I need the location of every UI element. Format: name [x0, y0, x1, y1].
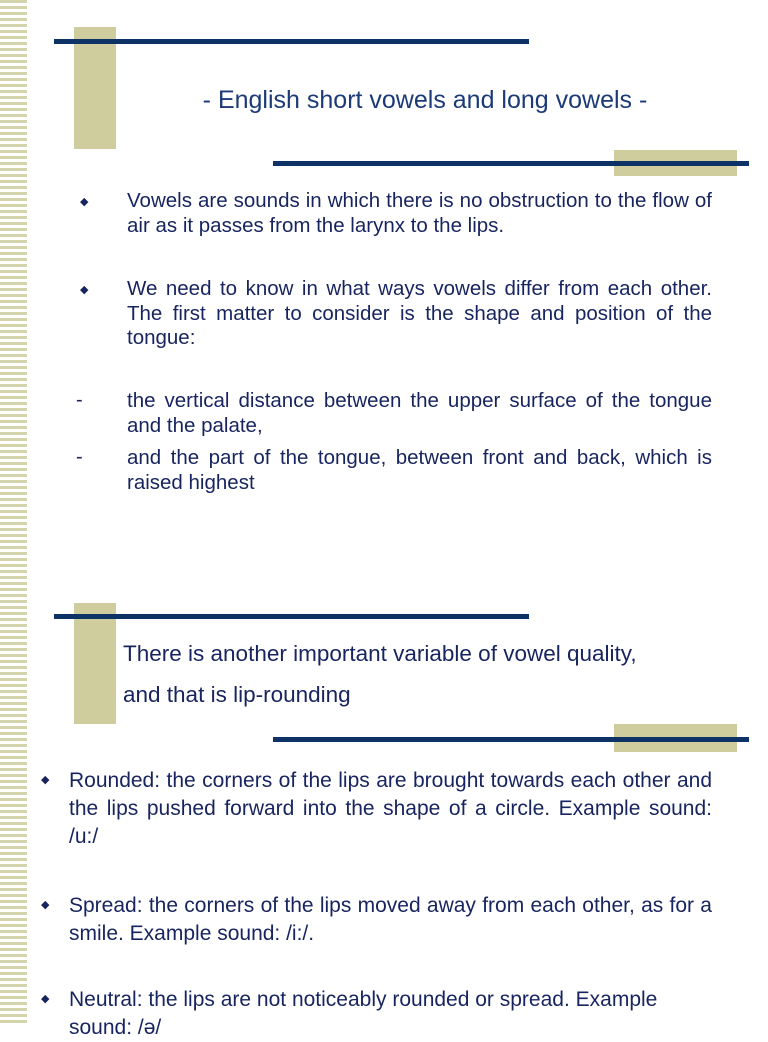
slide1-dash-marker: - [76, 389, 83, 411]
slide2-bullet-spread: Spread: the corners of the lips moved away from each other, as for a smile. Example sound: /i:/. [69, 894, 712, 945]
slide2-bullet-neutral: Neutral: the lips are not noticeably rounded or spread. Example sound: /ə/ [69, 988, 658, 1039]
slide1-bullet-2: We need to know in what ways vowels differ from each other. The first matter to consider is the shape and position of the tongue: [127, 277, 712, 349]
diamond-bullet-icon: ◆ [80, 284, 89, 296]
slide1-title: - English short vowels and long vowels - [202, 86, 648, 114]
slide2-title [123, 633, 723, 715]
slide2-title-line1: There is another important variable of vowel quality, [123, 641, 637, 666]
slide1-olive-block-top [74, 27, 116, 149]
slide1-dash-item-2: and the part of the tongue, between front and back, which is raised highest [127, 446, 712, 494]
diamond-bullet-icon: ◆ [41, 774, 50, 786]
diamond-bullet-icon: ◆ [80, 196, 89, 208]
slide2-bullet-rounded: Rounded: the corners of the lips are brought towards each other and the lips pushed forward into the shape of a circle. Example sound: /u:/ [69, 769, 712, 848]
slide1-dash-item-1: the vertical distance between the upper surface of the tongue and the palate, [127, 389, 712, 437]
diamond-bullet-icon: ◆ [41, 993, 50, 1005]
slide2-olive-block-top [74, 603, 116, 724]
slide1-bottom-rule [273, 161, 749, 166]
slide1-bullet-1: Vowels are sounds in which there is no obstruction to the flow of air as it passes from the larynx to the lips. [127, 189, 712, 237]
slide1-top-rule [54, 39, 529, 44]
striped-margin-decoration [0, 0, 27, 1024]
diamond-bullet-icon: ◆ [41, 899, 50, 911]
slide2-title-line2: and that is lip-rounding [123, 682, 351, 707]
slide2-top-rule [54, 614, 529, 619]
slide2-bottom-rule [273, 737, 749, 742]
slide1-dash-marker: - [76, 446, 83, 468]
